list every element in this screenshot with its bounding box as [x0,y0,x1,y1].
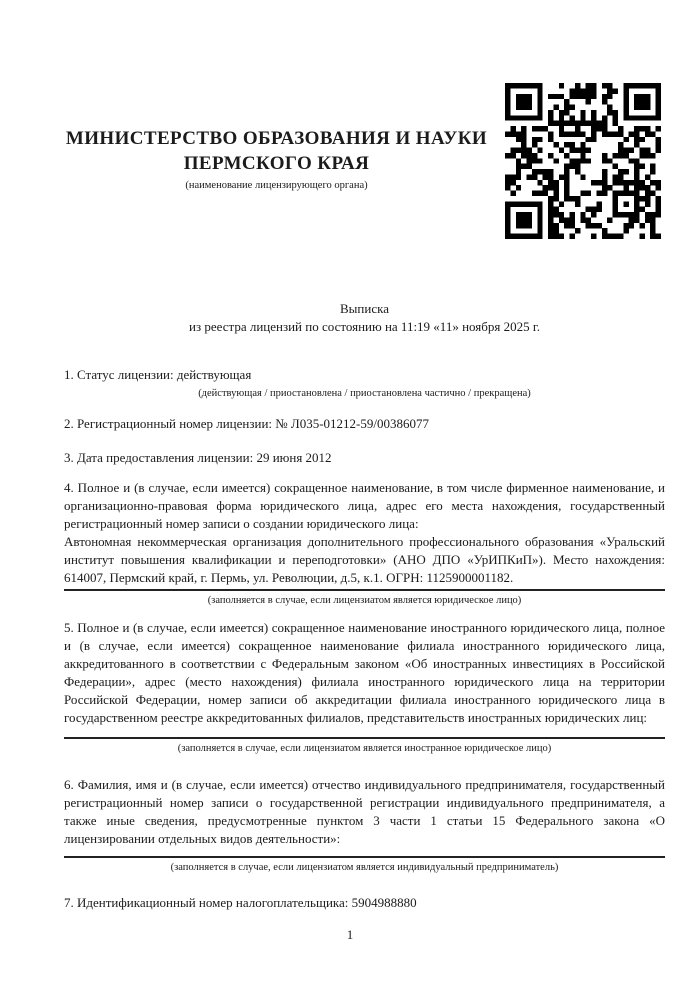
field-legal-entity [64,479,665,607]
field-text: 7. Идентификационный номер налогоплательщика: 5904988880 [64,895,417,910]
field-individual-entrepreneur [64,776,665,874]
field-license-status [64,366,665,400]
field-text: 2. Регистрационный номер лицензии: № Л035-01212-59/00386077 [64,416,430,431]
fill-in-rule [64,737,665,739]
field-value: Автономная некоммерческая организация дополнительного профессионального образования «Уральский институт повышения квалификации и переподготовки» (АНО ДПО «УрИПКиП»). Место нахождения: 614007, Пермский край, г. Пермь, ул. Революции, д.5, к.1. ОГРН: 1125900001182. [64,534,665,585]
field-text: 6. Фамилия, имя и (в случае, если имеется) отчество индивидуального предпринимателя, государственный регистрационный номер записи о государственной регистрации индивидуального предпринимателя, а также иные сведения, предусмотренные пунктом 3 части 1 статьи 15 Федерального закона «О лицензировании отдельных видов деятельности»: [64,777,665,846]
document-title [64,300,665,336]
fill-in-rule [64,856,665,858]
field-caption: (действующая / приостановлена / приостановлена частично / прекращена) [198,388,531,399]
page-number: 1 [346,927,354,942]
ministry-name-line2: ПЕРМСКОГО КРАЯ [183,153,370,174]
field-text: 5. Полное и (в случае, если имеется) сокращенное наименование иностранного юридического лица, полное и (в случае, если имеется) сокращенное наименование филиала иностранного юридического лица, аккредитованного в соответствии с Федеральным законом «Об иностранных инвестициях в Российской Федерации», адрес (место нахождения) филиала иностранного юридического лица на территории Российской Федерации, номер записи об аккредитации филиала иностранного юридического лица в государственном реестре аккредитованных филиалов, представительств иностранных юридических лиц: [64,620,665,725]
field-text: 3. Дата предоставления лицензии: 29 июня 2012 [64,450,332,465]
fill-in-rule [64,589,665,591]
licensing-authority-header [64,126,489,192]
qr-code-image [505,83,661,239]
field-caption: (заполняется в случае, если лицензиатом является юридическое лицо) [207,595,522,606]
document-title-line2: из реестра лицензий по состоянию на 11:19 «11» ноября 2025 г. [189,319,540,334]
field-text: 1. Статус лицензии: действующая [64,367,252,382]
document-title-line1: Выписка [340,301,389,316]
field-registration-number [64,415,665,433]
ministry-caption: (наименование лицензирующего органа) [185,180,368,191]
ministry-name-line1: МИНИСТЕРСТВО ОБРАЗОВАНИЯ И НАУКИ [65,128,488,149]
field-text: 4. Полное и (в случае, если имеется) сокращенное наименование, в том числе фирменное наименование, и организационно-правовая форма юридического лица, адрес его места нахождения, государственный регистрационный номер записи о создании юридического лица: [64,480,665,531]
field-taxpayer-id [64,894,665,912]
field-grant-date [64,449,665,467]
field-caption: (заполняется в случае, если лицензиатом является иностранное юридическое лицо) [177,743,552,754]
field-foreign-entity [64,619,665,755]
field-caption: (заполняется в случае, если лицензиатом является индивидуальный предприниматель) [170,862,559,873]
